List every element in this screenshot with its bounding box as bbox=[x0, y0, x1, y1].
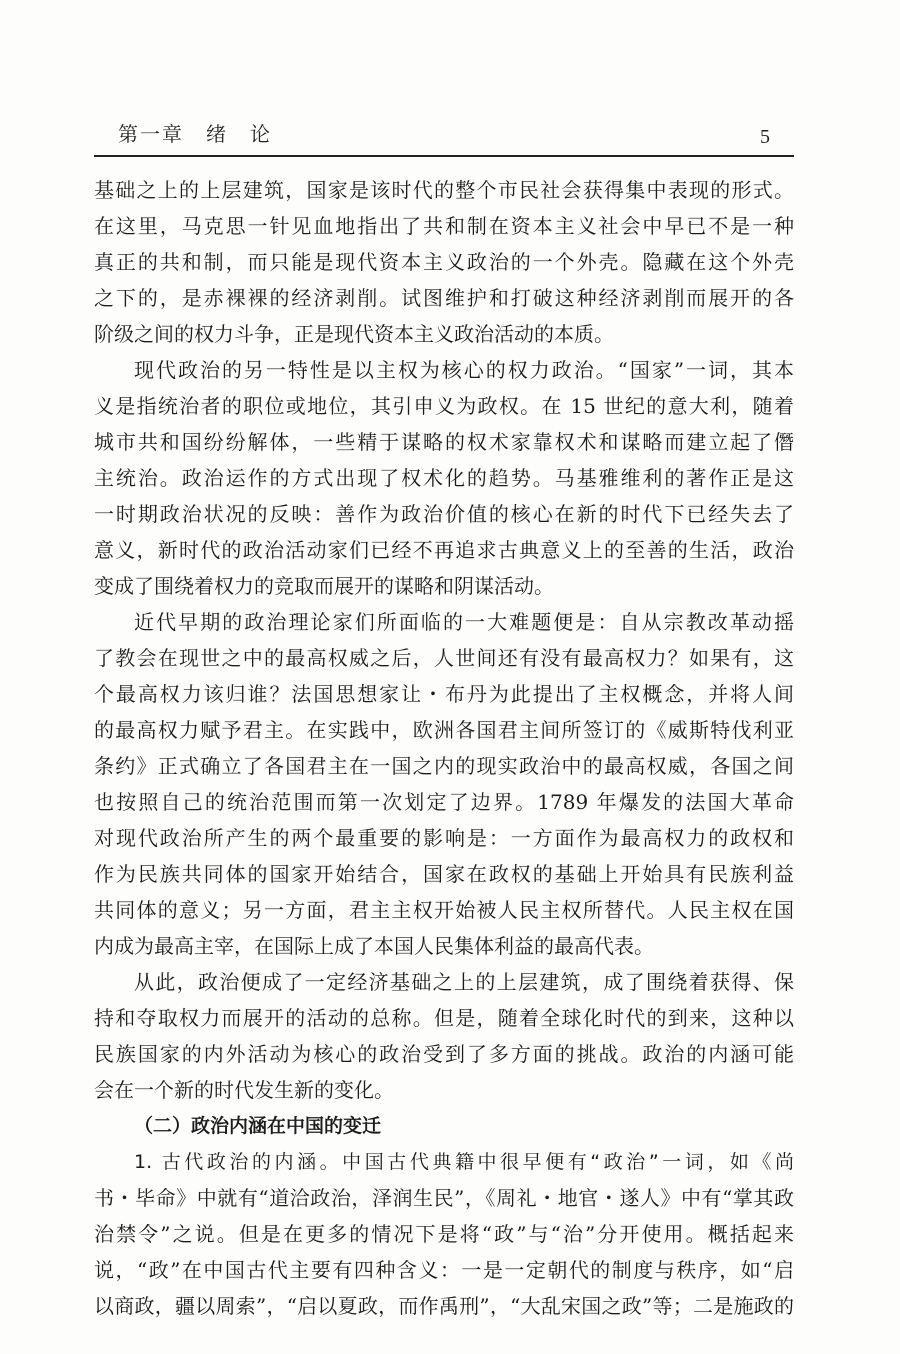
text-line: 也按照自己的统治范围而第一次划定了边界。1789 年爆发的法国大革命 bbox=[94, 790, 794, 814]
header-rule bbox=[94, 155, 794, 157]
text-line: 的最高权力赋予君主。在实践中，欧洲各国君主间所签订的《威斯特伐利亚 bbox=[94, 718, 794, 742]
text-line: 对现代政治所产生的两个最重要的影响是：一方面作为最高权力的政权和 bbox=[94, 826, 794, 850]
text-line: 近代早期的政治理论家们所面临的一大难题便是：自从宗教改革动摇 bbox=[134, 610, 794, 634]
text-line: 之下的，是赤裸裸的经济剥削。试图维护和打破这种经济剥削而展开的各 bbox=[94, 286, 794, 310]
text-line: 个最高权力该归谁？法国思想家让・布丹为此提出了主权概念，并将人间 bbox=[94, 682, 794, 706]
text-line: 书・毕命》中就有“道洽政治，泽润生民”，《周礼・地官・遂人》中有“掌其政 bbox=[94, 1186, 794, 1210]
page-number: 5 bbox=[760, 126, 770, 148]
text-line: 持和夺取权力而展开的活动的总称。但是，随着全球化时代的到来，这种以 bbox=[94, 1006, 794, 1030]
text-line: 真正的共和制，而只能是现代资本主义政治的一个外壳。隐藏在这个外壳 bbox=[94, 250, 794, 274]
text-line: 说，“政”在中国古代主要有四种含义：一是一定朝代的制度与秩序，如“启 bbox=[94, 1258, 794, 1282]
body-text bbox=[94, 172, 794, 1324]
text-line: 在这里，马克思一针见血地指出了共和制在资本主义社会中早已不是一种 bbox=[94, 214, 794, 238]
text-line: 作为民族共同体的国家开始结合，国家在政权的基础上开始具有民族利益 bbox=[94, 862, 794, 886]
text-line: 以商政，疆以周索”，“启以夏政，而作禹刑”，“大乱宋国之政”等；二是施政的 bbox=[94, 1294, 794, 1318]
text-line: 治禁令”之说。但是在更多的情况下是将“政”与“治”分开使用。概括起来 bbox=[94, 1222, 794, 1246]
text-line: 阶级之间的权力斗争，正是现代资本主义政治活动的本质。 bbox=[94, 322, 614, 346]
text-line: 了教会在现世之中的最高权威之后，人世间还有没有最高权力？如果有，这 bbox=[94, 646, 794, 670]
text-line: 现代政治的另一特性是以主权为核心的权力政治。“国家”一词，其本 bbox=[134, 358, 794, 382]
text-line: 内成为最高主宰，在国际上成了本国人民集体利益的最高代表。 bbox=[94, 934, 654, 958]
text-line: 主统治。政治运作的方式出现了权术化的趋势。马基雅维利的著作正是这 bbox=[94, 466, 794, 490]
chapter-title: 第一章 绪 论 bbox=[118, 122, 272, 146]
text-line: 意义，新时代的政治活动家们已经不再追求古典意义上的至善的生活，政治 bbox=[94, 538, 794, 562]
text-line: 城市共和国纷纷解体，一些精于谋略的权术家靠权术和谋略而建立起了僭 bbox=[94, 430, 794, 454]
text-line: 基础之上的上层建筑，国家是该时代的整个市民社会获得集中表现的形式。 bbox=[94, 178, 794, 202]
section-heading: （二）政治内涵在中国的变迁 bbox=[134, 1115, 382, 1137]
text-line: 从此，政治便成了一定经济基础之上的上层建筑，成了围绕着获得、保 bbox=[134, 970, 794, 994]
text-line: 义是指统治者的职位或地位，其引申义为政权。在 15 世纪的意大利，随着 bbox=[94, 394, 794, 418]
text-line: 变成了围绕着权力的竞取而展开的谋略和阴谋活动。 bbox=[94, 574, 554, 598]
text-line: 会在一个新的时代发生新的变化。 bbox=[94, 1078, 394, 1102]
text-line: 1. 古代政治的内涵。中国古代典籍中很早便有“政治”一词，如《尚 bbox=[134, 1151, 794, 1173]
text-line: 一时期政治状况的反映：善作为政治价值的核心在新的时代下已经失去了 bbox=[94, 502, 794, 526]
text-line: 共同体的意义；另一方面，君主主权开始被人民主权所替代。人民主权在国 bbox=[94, 898, 794, 922]
text-line: 民族国家的内外活动为核心的政治受到了多方面的挑战。政治的内涵可能 bbox=[94, 1042, 794, 1066]
text-line: 条约》正式确立了各国君主在一国之内的现实政治中的最高权威，各国之间 bbox=[94, 754, 794, 778]
